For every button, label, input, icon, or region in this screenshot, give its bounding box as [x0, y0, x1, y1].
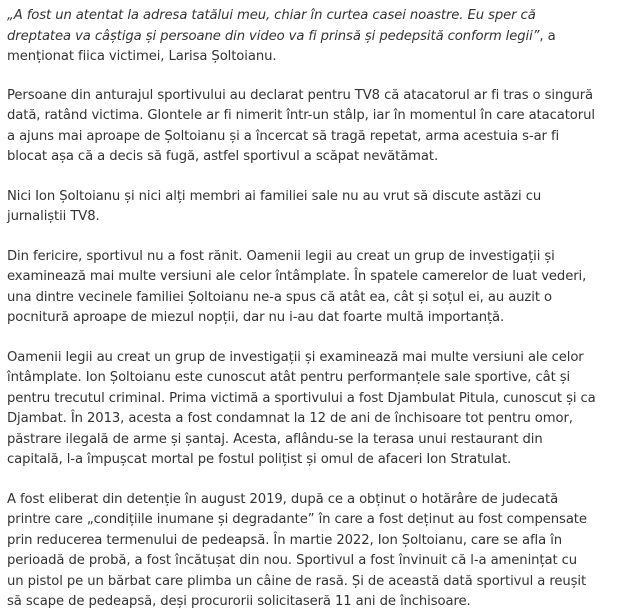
article-paragraph: Nici Ion Șoltoianu și nici alți membri ai familiei sale nu au vrut să discute astăzi cu jurnaliștii TV8. — [7, 188, 542, 224]
article-paragraph: Oamenii legii au creat un grup de investigații și examinează mai multe versiuni ale celor întâmplate. Ion Șoltoianu este cunoscut atât pentru performanțele sale sportive, cât și pentru trecutul criminal. Prima victimă a sportivului a fost Djambulat Pitula, cunoscut și ca Djambat. În 2013, acesta a fost condamnat la 12 de ani de închisoare tot pentru omor, păstrare ilegală de arme și șantaj. Acesta, aflându-se la terasa unui restaurant din capitală, l-a împușcat mortal pe fostul polițist și omul de afaceri Ion Stratulat. — [7, 349, 596, 467]
article-paragraph: Persoane din anturajul sportivului au declarat pentru TV8 că atacatorul ar fi tras o singură dată, ratând victima. Glontele ar fi nimerit într-un stâlp, iar în momentul în care atacatorul a ajuns mai aproape de Șoltoianu și a încercat să tragă repetat, arma acestuia s-ar fi blocat așa că a decis să fugă, astfel sportivul a scăpat nevătămat. — [7, 87, 595, 164]
article-paragraph: Din fericire, sportivul nu a fost rănit. Oamenii legii au creat un grup de investigații și examinează mai multe versiuni ale celor întâmplate. În spatele camerelor de luat vederi, una dintre vecinele familiei Șoltoianu ne-a spus că atât ea, cât și soțul ei, au auzit o pocnitură aproape de miezul nopții, dar nu i-au dat foarte multă importanță. — [7, 248, 587, 325]
article-paragraph-quote — [7, 6, 597, 68]
article-paragraph: A fost eliberat din detenție în august 2019, după ce a obținut o hotărâre de judecată printre care „condițiile inumane și degradante” în care a fost deținut au fost compensate prin reducerea termenului de pedeapsă. În martie 2022, Ion Șoltoianu, care se afla în perioadă de probă, a fost încătușat din nou. Sportivul a fost învinuit că l-a amenințat cu un pistol pe un bărbat care plimba un câine de rasă. Și de această dată sportivul a reușit să scape de pedeapsă, deși procurorii solicitaseră 11 ani de închisoare. — [7, 491, 587, 609]
victim-daughter-quote: „A fost un atentat la adresa tatălui meu, chiar în curtea casei noastre. Eu sper că dreptatea va câștiga și persoane din video va fi prinsă și pedepsită conform legii” — [7, 8, 540, 44]
quote-attribution: , a menționat fiica victimei, Larisa Șoltoianu. — [7, 28, 556, 64]
